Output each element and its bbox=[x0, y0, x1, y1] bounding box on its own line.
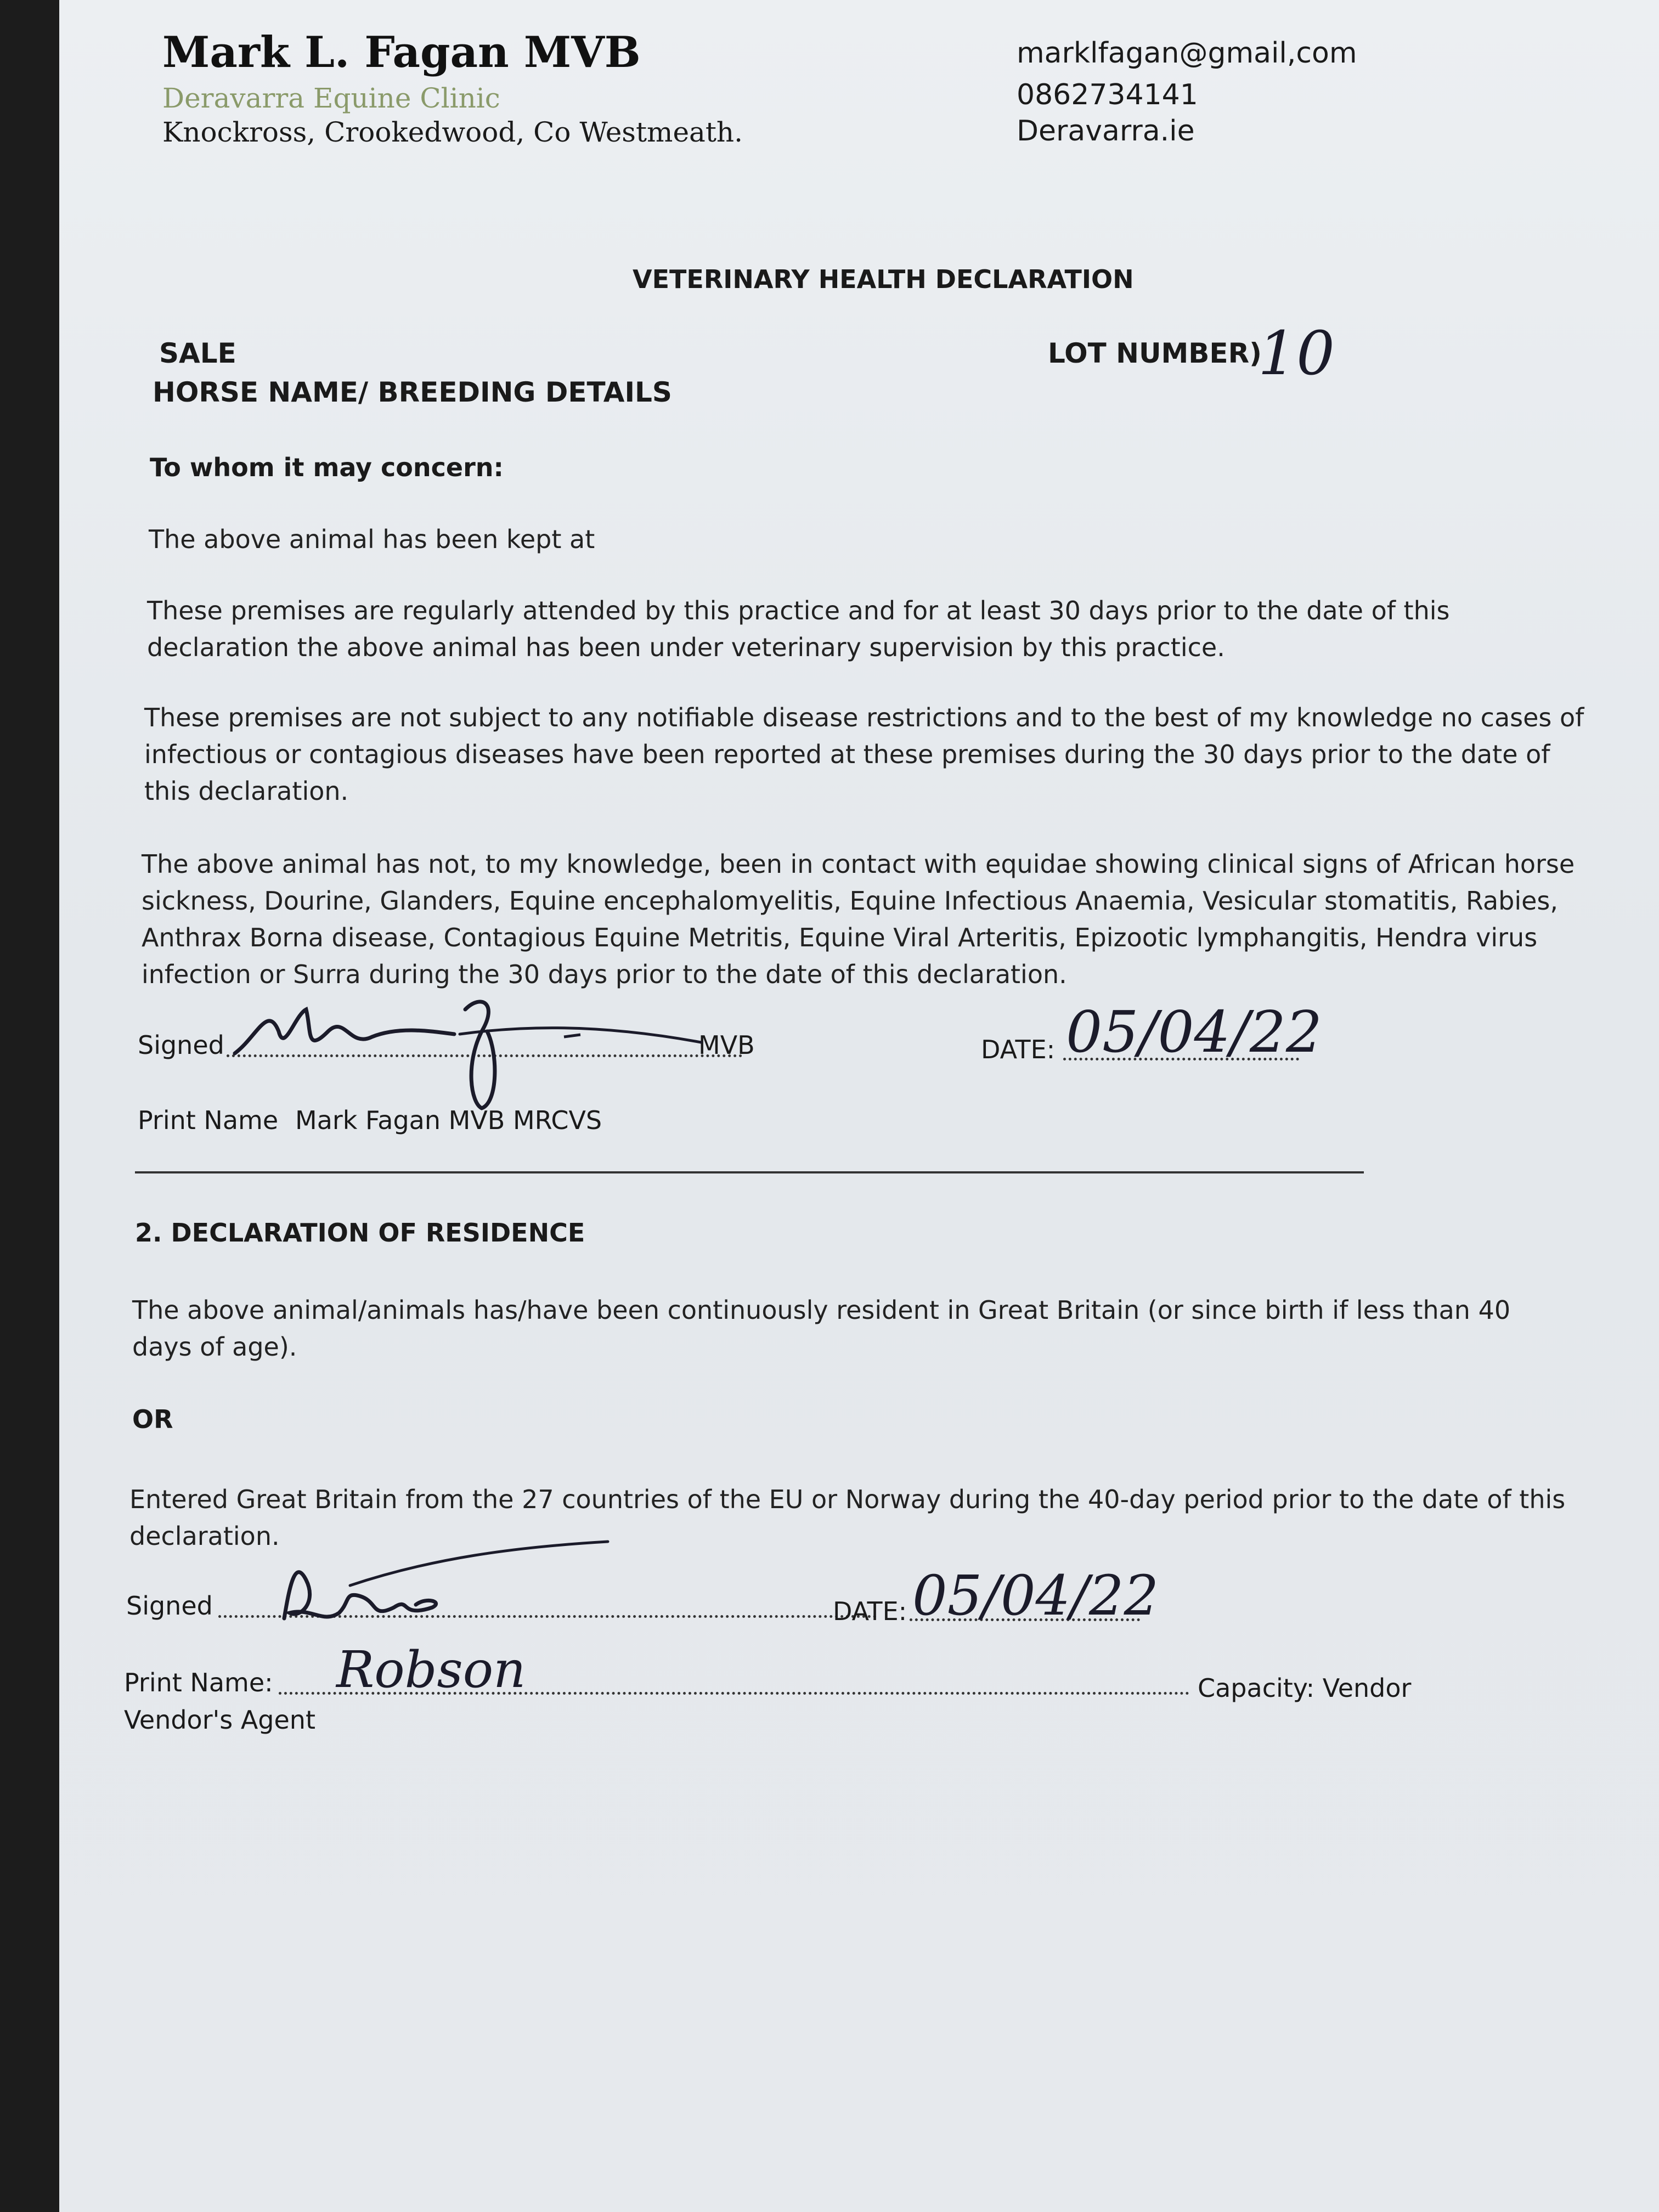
sale-label: SALE bbox=[159, 337, 236, 369]
agent-date-label: DATE: bbox=[833, 1596, 907, 1626]
agent-print-name-label: Print Name: bbox=[124, 1668, 273, 1697]
vet-print-name-value: Mark Fagan MVB MRCVS bbox=[295, 1105, 602, 1135]
salutation: To whom it may concern: bbox=[150, 453, 504, 482]
document-page bbox=[59, 0, 1659, 2212]
vet-signed-label: Signed bbox=[138, 1030, 224, 1060]
agent-signed-label: Signed bbox=[126, 1591, 213, 1621]
residence-paragraph: The above animal/animals has/have been continuously resident in Great Britain (or since birth if less than 40 days of age). bbox=[132, 1295, 1511, 1362]
horse-name-label: HORSE NAME/ BREEDING DETAILS bbox=[153, 376, 672, 408]
capacity-label: Capacity: Vendor bbox=[1198, 1673, 1412, 1703]
kept-at-statement: The above animal has been kept at bbox=[149, 524, 595, 554]
diseases-paragraph: The above animal has not, to my knowledge, been in contact with equidae showing clinical signs of African horse sickness, Dourine, Glanders, Equine encephalomyelitis, Equine Infectious Anaemia, Vesicular stomatitis, Rabies, Anthrax Borna disease, Contagious Equine Metritis, Equine Viral Arteritis, Epizootic lymphangitis, Hendra virus infection or Surra during the 30 days prior to the date of this declaration. bbox=[142, 849, 1575, 989]
agent-date-value: 05/04/22 bbox=[912, 1564, 1159, 1628]
vet-print-name-label: Print Name bbox=[138, 1105, 279, 1135]
lot-number-value: 10 bbox=[1258, 318, 1335, 388]
vet-date-label: DATE: bbox=[981, 1035, 1056, 1064]
contact-phone: 0862734141 bbox=[1017, 78, 1198, 111]
section-divider bbox=[135, 1171, 1364, 1173]
entered-gb-paragraph: Entered Great Britain from the 27 countries of the EU or Norway during the 40-day period prior to the date of this declaration. bbox=[129, 1485, 1566, 1551]
vet-name: Mark L. Fagan MVB bbox=[162, 27, 641, 77]
form-title: VETERINARY HEALTH DECLARATION bbox=[633, 264, 1134, 294]
clinic-address: Knockross, Crookedwood, Co Westmeath. bbox=[162, 116, 743, 148]
supervision-paragraph: These premises are regularly attended by this practice and for at least 30 days prior to the date of this declaration the above animal has been under veterinary supervision by this practice. bbox=[147, 596, 1450, 662]
vendors-agent-label: Vendor's Agent bbox=[124, 1705, 315, 1735]
clinic-name: Deravarra Equine Clinic bbox=[162, 82, 500, 114]
contact-website: Deravarra.ie bbox=[1017, 115, 1195, 148]
agent-signature bbox=[268, 1536, 619, 1635]
vet-signature bbox=[224, 971, 707, 1119]
mvb-suffix: MVB bbox=[698, 1030, 755, 1060]
vet-date-value: 05/04/22 bbox=[1066, 998, 1323, 1065]
or-label: OR bbox=[132, 1404, 173, 1434]
residence-heading: 2. DECLARATION OF RESIDENCE bbox=[135, 1218, 585, 1248]
agent-print-name-value: Robson bbox=[336, 1640, 526, 1699]
restrictions-paragraph: These premises are not subject to any notifiable disease restrictions and to the best of my knowledge no cases of infectious or contagious diseases have been reported at these premises during the 30 days prior to the date of this declaration. bbox=[144, 703, 1584, 806]
lot-number-label: LOT NUMBER) bbox=[1048, 337, 1262, 369]
contact-email: marklfagan@gmail,com bbox=[1017, 37, 1357, 70]
